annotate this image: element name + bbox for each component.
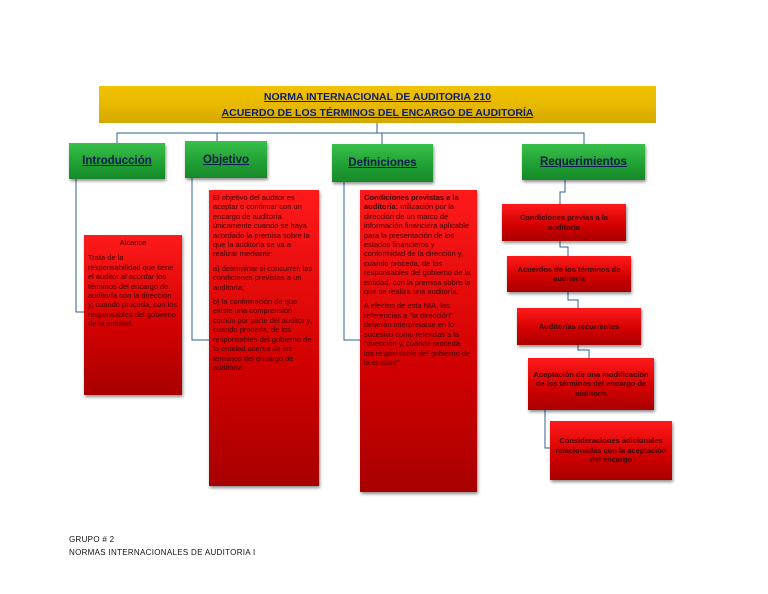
requerimiento-item-1-label: Condiciones previas a la auditoría bbox=[520, 213, 608, 232]
introduccion-box bbox=[84, 235, 182, 395]
section-introduccion bbox=[69, 143, 165, 179]
connector-intro-box bbox=[76, 179, 84, 312]
requerimiento-item-3 bbox=[517, 308, 641, 345]
title-box bbox=[99, 86, 656, 123]
connector-title-definiciones bbox=[377, 133, 382, 144]
connector-req-1 bbox=[560, 180, 565, 204]
connector-req-4 bbox=[578, 345, 589, 358]
definiciones-paragraph-1 bbox=[364, 193, 473, 296]
section-requerimientos-label: Requerimientos bbox=[540, 156, 627, 168]
section-definiciones-label: Definiciones bbox=[348, 157, 417, 169]
requerimiento-item-5-label: Consideraciones adicionales relacionadas con la aceptación del encargo bbox=[555, 436, 667, 465]
requerimiento-item-2-label: Acuerdos de los términos de auditoría bbox=[517, 264, 621, 283]
objetivo-paragraph-1: El objetivo del auditor es aceptar o continuar con un encargo de auditoría únicamente cuando se haya acordado la premisa sobre la que la auditoría se va a realizar mediante: bbox=[213, 193, 310, 259]
connector-req-3 bbox=[568, 292, 578, 308]
title-line-1: NORMA INTERNACIONAL DE AUDITORIA 210 bbox=[263, 90, 492, 103]
section-introduccion-label: Introducción bbox=[82, 155, 152, 167]
section-objetivo bbox=[185, 141, 267, 178]
connector-req-2 bbox=[560, 241, 568, 256]
section-objetivo-label: Objetivo bbox=[202, 153, 249, 166]
footer-course: NORMAS INTERNACIONALES DE AUDITORIA I bbox=[69, 548, 256, 557]
introduccion-text: Trata de la responsabilidad que tiene el auditor al acordar los términos del encargo de auditoría con la dirección y, cuando proceda, con los responsables del gobierno de la entidad. bbox=[88, 253, 178, 329]
definiciones-term-text: utilización por la dirección de un marco de información financiera aplicable para la presentación de los estados financieros y conformidad de la dirección y, cuando proceda, de los responsables del gobierno de la entidad, con la premisa sobre la que se realiza una auditoría. bbox=[364, 202, 471, 297]
introduccion-heading: Alcance bbox=[119, 238, 147, 247]
requerimiento-item-4-label: Aceptación de una modificación de los términos del encargo de auditoría bbox=[533, 369, 649, 398]
requerimiento-item-3-label: Auditorías recurrentes bbox=[538, 321, 620, 331]
requerimiento-item-5 bbox=[550, 421, 672, 480]
objetivo-box bbox=[209, 190, 319, 486]
definiciones-paragraph-2: A efectos de esta NIA, las referencias a "la dirección" deberán interpretarse en lo sucesivo como referidas a la "dirección y, cuando proceda, los responsable del gobierno de la entidad" bbox=[364, 301, 471, 367]
section-definiciones bbox=[332, 144, 433, 182]
definiciones-term: Condiciones previstas a la auditoría: bbox=[364, 193, 459, 212]
title-line-2: ACUERDO DE LOS TÉRMINOS DEL ENCARGO DE AUDITORÍA bbox=[221, 106, 534, 119]
section-requerimientos bbox=[522, 144, 645, 180]
requerimiento-item-4 bbox=[528, 358, 654, 410]
requerimiento-item-2 bbox=[507, 256, 631, 292]
objetivo-paragraph-2: a) determinar si concurren las condiciones previstas a un auditoría; bbox=[213, 263, 313, 292]
connector-title-requerimientos bbox=[377, 133, 584, 144]
objetivo-paragraph-3: b) la confirmación de que existe una comprensión común por parte del auditor y, cuando proceda, de los responsables del gobierno de la entidad acerca de los términos del encargo de auditoría. bbox=[213, 297, 313, 372]
requerimiento-item-1 bbox=[502, 204, 626, 241]
connector-objetivo-box bbox=[192, 178, 209, 340]
definiciones-box bbox=[360, 190, 477, 492]
connector-definiciones-box bbox=[344, 182, 360, 340]
footer-group: GRUPO # 2 bbox=[69, 535, 115, 544]
connector-title-objetivo bbox=[217, 133, 377, 141]
